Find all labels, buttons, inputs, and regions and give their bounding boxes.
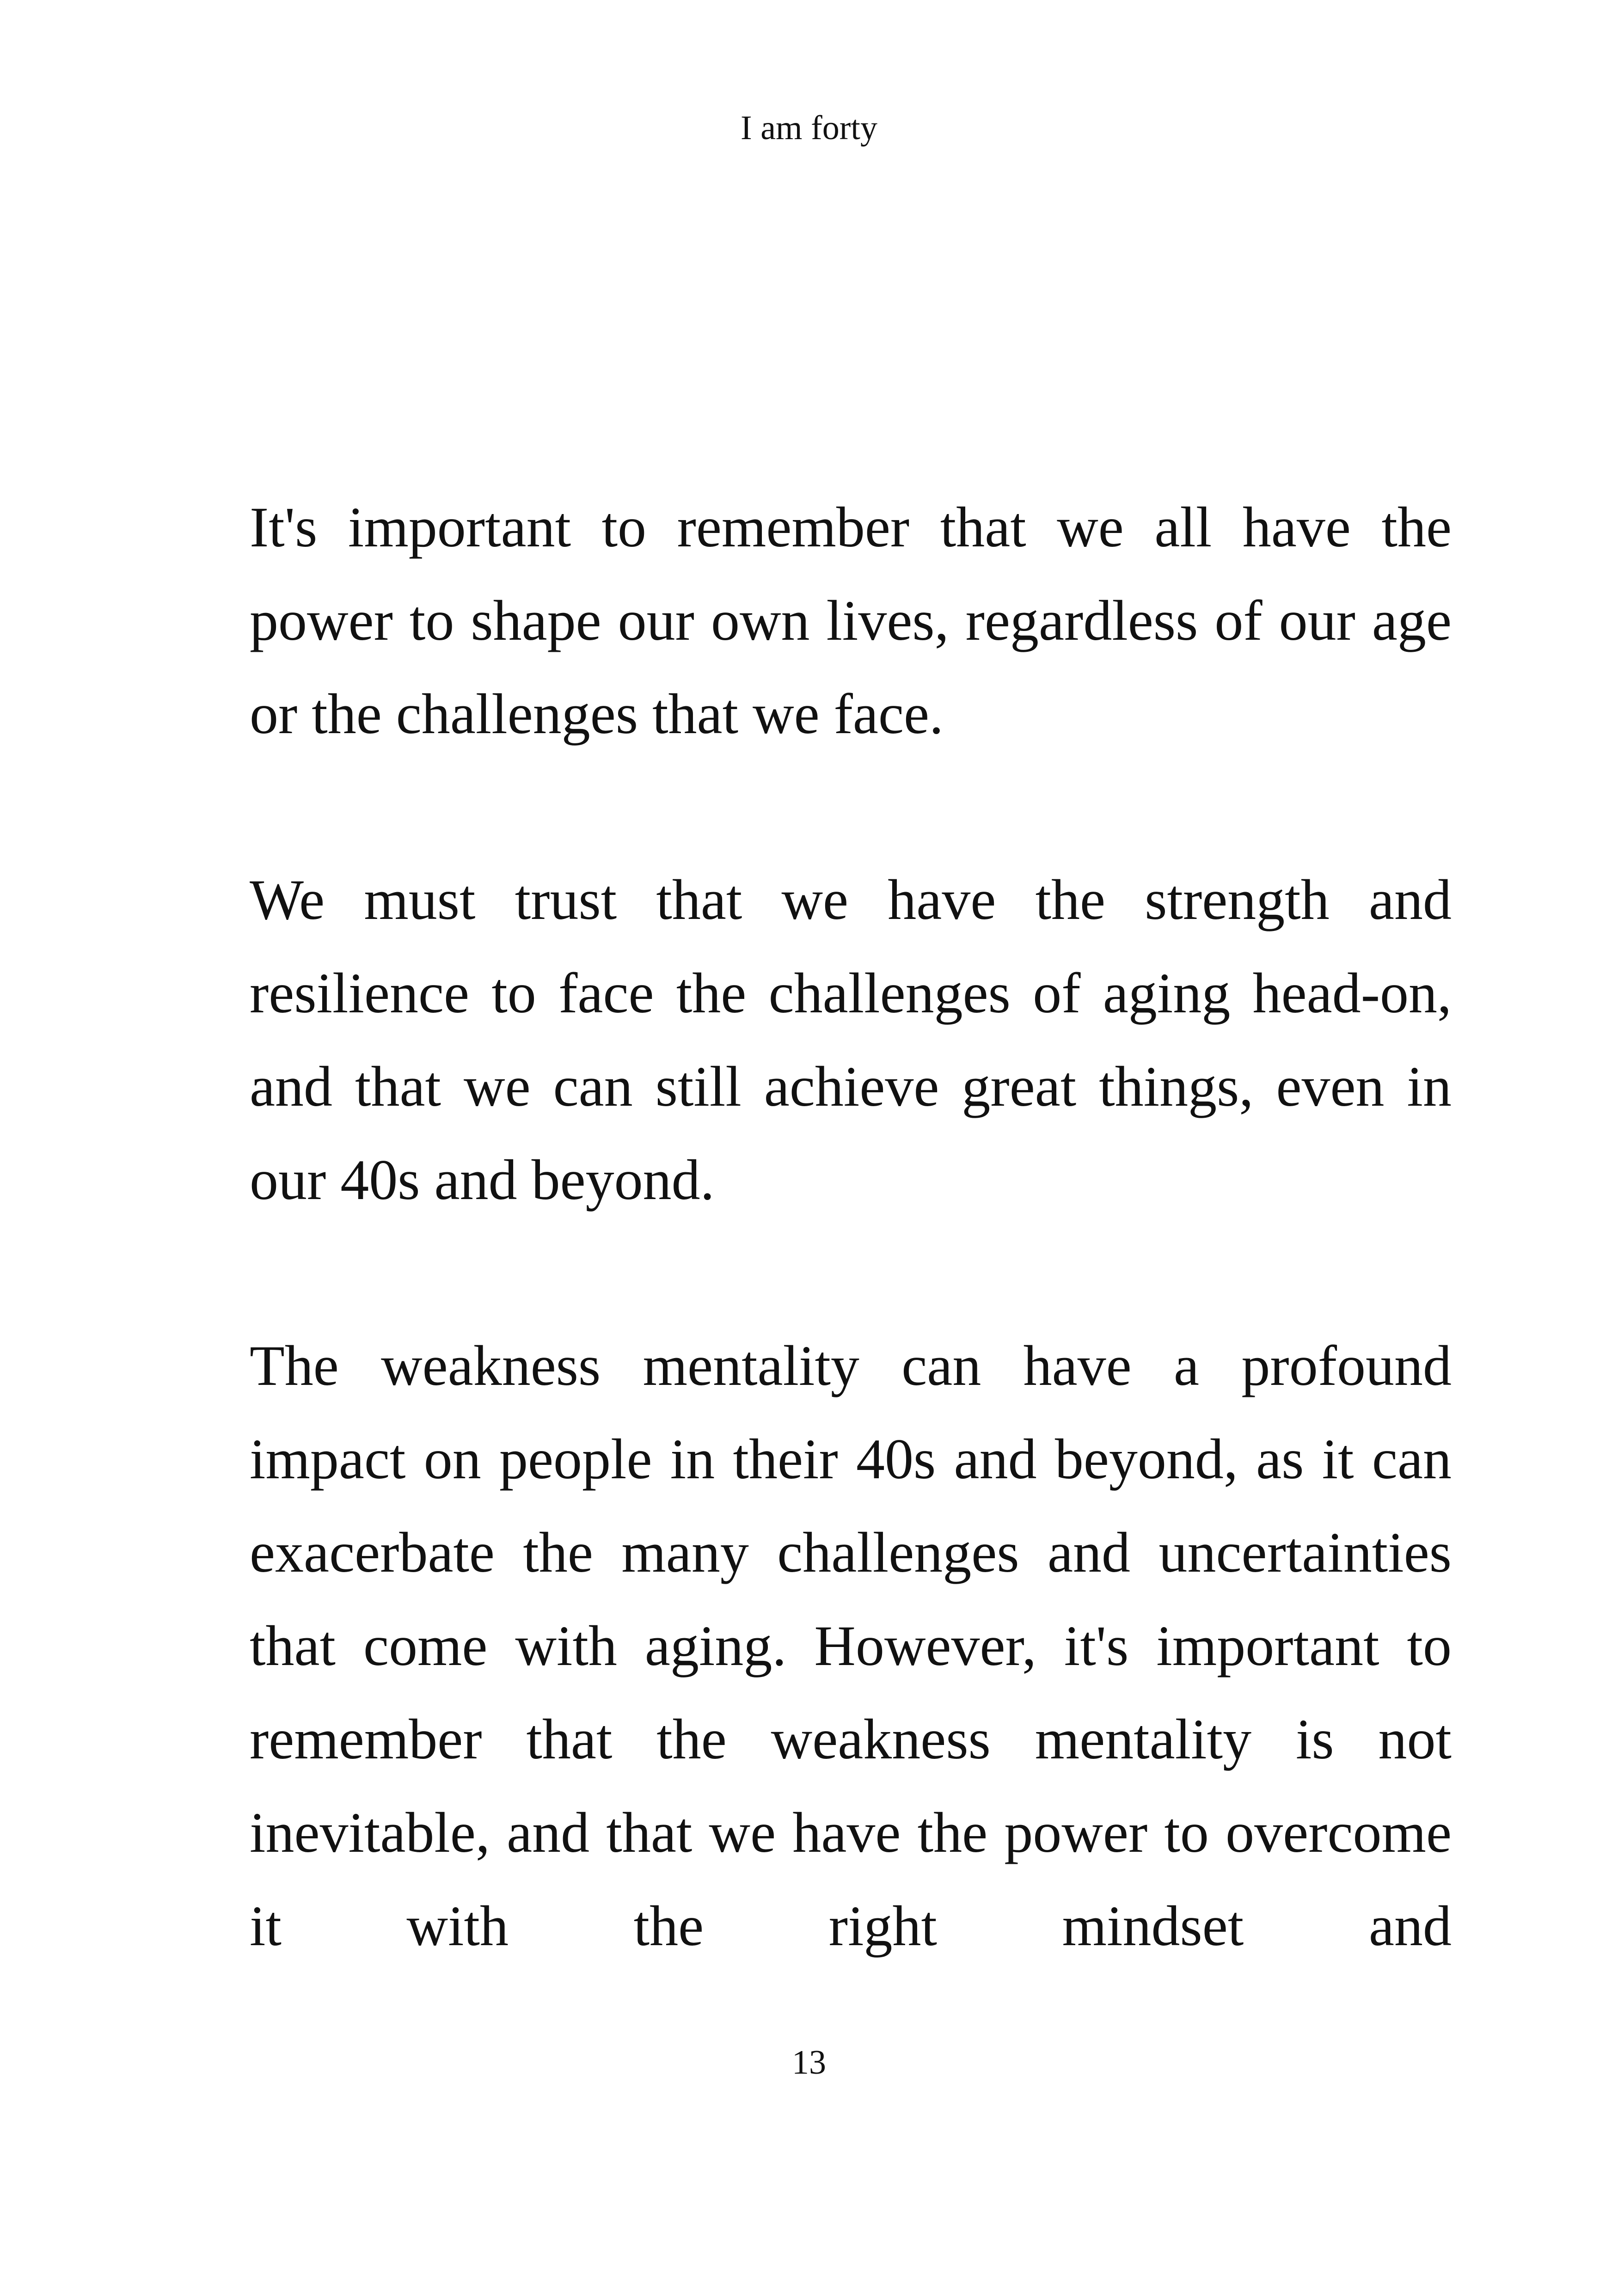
paragraph: The weakness mentality can have a profound impact on people in their 40s and beyond, as it can exacerbate the many challenges and uncertainties that come with aging. However, it's important to remember that the weakness mentality is not inevitable, and that we have the power to overcome it with the right mindset and — [250, 1334, 1452, 1958]
body-text — [250, 481, 1452, 2065]
paragraph: It's important to remember that we all have the power to shape our own lives, regardless of our age or the challenges that we face. — [250, 496, 1452, 746]
running-header: I am forty — [741, 109, 877, 147]
paragraph: We must trust that we have the strength and resilience to face the challenges of aging head-on, and that we can still achieve great things, even in our 40s and beyond. — [250, 868, 1452, 1212]
page-number: 13 — [792, 2044, 826, 2082]
